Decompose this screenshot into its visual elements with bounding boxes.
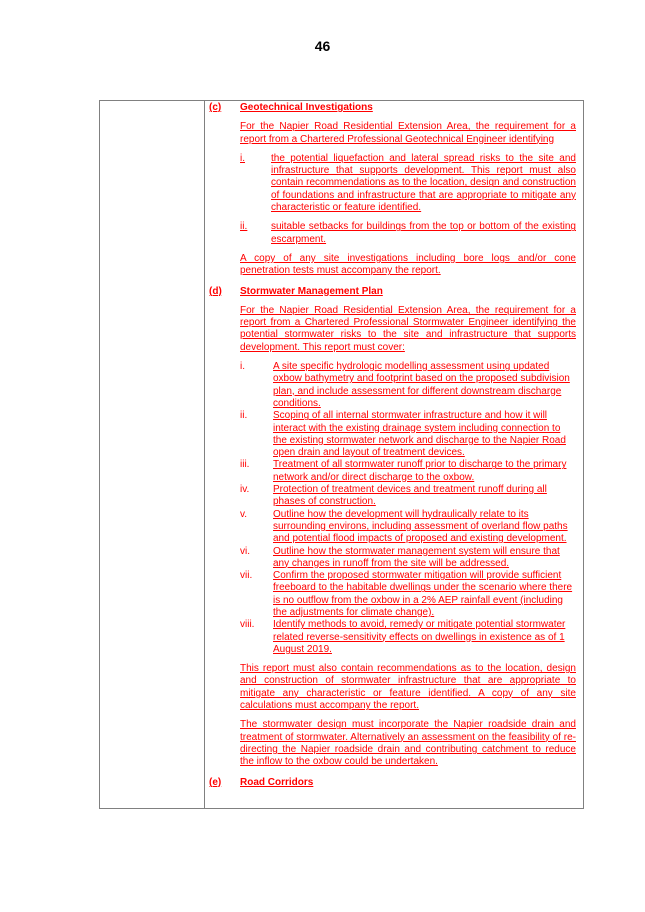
section-c-title: Geotechnical Investigations (240, 102, 373, 113)
rule-content (209, 102, 576, 789)
item-number: v. (240, 508, 248, 520)
item-text: Scoping of all internal stormwater infrastructure and how it will interact with the existing drainage system including connection to the existing stormwater network and discharge to the Napier Road open drain and layout of treatment devices. (273, 410, 566, 459)
section-d-para2: The stormwater design must incorporate the Napier roadside drain and treatment of stormwater. Alternatively an assessment on the feasibility of re-directing the Napier roadside drain and contributing catchment to reduce the inflow to the oxbow could be undertaken. (240, 719, 576, 768)
section-c-item (240, 221, 576, 246)
item-number: vii. (240, 570, 253, 582)
item-number: i. (240, 152, 245, 164)
section-d-list (209, 361, 576, 656)
section-c-heading (209, 102, 576, 114)
section-d-item (240, 570, 576, 619)
item-text: suitable setbacks for buildings from the top or bottom of the existing escarpment. (271, 221, 576, 245)
section-d-item (240, 509, 576, 546)
section-d-title: Stormwater Management Plan (240, 285, 383, 297)
section-d-para1: This report must also contain recommendations as to the location, design and construction of stormwater infrastructure that are appropriate to mitigate any characteristic or feature identified. A copy of any site calculations must accompany the report. (240, 663, 576, 712)
section-e-title: Road Corridors (240, 776, 314, 788)
section-d-item (240, 484, 576, 509)
item-number: iv. (240, 484, 250, 496)
section-d-intro: For the Napier Road Residential Extension Area, the requirement for a report from a Chartered Professional Stormwater Engineer identifying the potential stormwater risks to the site and infrastructure that supports development. This report must cover: (240, 304, 576, 353)
section-c-letter: (c) (209, 102, 222, 113)
section-c-item (240, 153, 576, 214)
section-d-item (240, 546, 576, 571)
column-divider (204, 101, 205, 808)
item-number: vi. (240, 545, 250, 557)
section-c-closing: A copy of any site investigations including bore logs and/or cone penetration tests must accompany the report. (240, 252, 576, 277)
item-text: Identify methods to avoid, remedy or mitigate potential stormwater related reverse-sensitivity effects on dwellings in existence as of 1 August 2019. (273, 619, 566, 655)
section-c-intro: For the Napier Road Residential Extension Area, the requirement for a report from a Chartered Professional Geotechnical Engineer identifying (240, 121, 576, 145)
section-d-heading (209, 286, 576, 298)
section-d-item (240, 459, 576, 484)
item-number: viii. (240, 619, 255, 631)
item-number: ii. (240, 410, 248, 422)
item-number: iii. (240, 459, 250, 471)
item-text: the potential liquefaction and lateral spread risks to the site and infrastructure that supports development. This report must also contain recommendations as to the location, design and construction of foundations and infrastructure that are appropriate to mitigate any characteristic or feature identified. (271, 152, 576, 214)
item-text: Outline how the development will hydraulically relate to its surrounding environs, including assessment of overland flow paths and potential flood impacts of proposed and existing development. (273, 508, 568, 545)
section-d-item (240, 619, 576, 656)
item-number: i. (240, 361, 245, 373)
section-e-heading (209, 777, 576, 789)
section-e-letter: (e) (209, 776, 222, 788)
section-d-item (240, 410, 576, 459)
page-number: 46 (314, 38, 331, 54)
section-d-letter: (d) (209, 285, 222, 297)
item-text: A site specific hydrologic modelling assessment using updated oxbow bathymetry and footprint based on the proposed subdivision plan, and include assessment for different downstream discharge conditions. (273, 361, 570, 409)
section-d-item (240, 361, 576, 410)
item-text: Confirm the proposed stormwater mitigation will provide sufficient freeboard to the habitable dwellings under the scenario where there is no outflow from the oxbow in a 2% AEP rainfall event (including the adjustments for climate change). (273, 570, 573, 618)
item-number: ii. (240, 221, 248, 233)
item-text: Protection of treatment devices and treatment runoff during all phases of construction. (273, 484, 547, 508)
item-text: Treatment of all stormwater runoff prior to discharge to the primary network and/or direct discharge to the oxbow. (273, 459, 567, 483)
item-text: Outline how the stormwater management system will ensure that any changes in runoff from the site will be addressed. (273, 545, 560, 569)
